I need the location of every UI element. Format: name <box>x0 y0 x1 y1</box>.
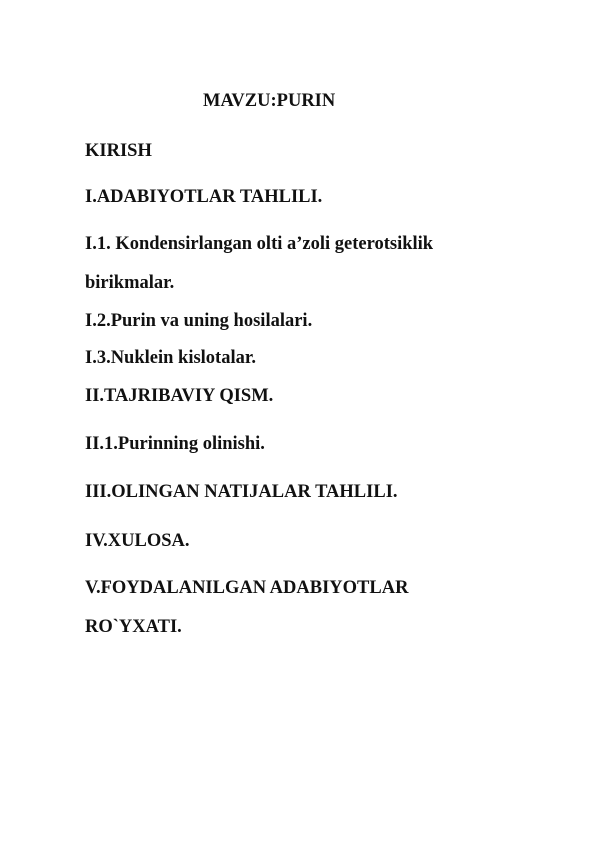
toc-item-purin-olinishi: II.1.Purinning olinishi. <box>85 434 265 454</box>
toc-item-purin-hosilalari: I.2.Purin va uning hosilalari. <box>85 311 313 331</box>
toc-item-kondensirlangan-line1: I.1. Kondensirlangan olti a’zoli geterotsiklik <box>85 234 434 254</box>
toc-item-adabiyotlar-tahlili: I.ADABIYOTLAR TAHLILI. <box>85 187 323 207</box>
toc-item-nuklein-kislotalar: I.3.Nuklein kislotalar. <box>85 348 256 368</box>
toc-item-adabiyotlar-line1: V.FOYDALANILGAN ADABIYOTLAR <box>85 578 409 598</box>
toc-item-tajribaviy-qism: II.TAJRIBAVIY QISM. <box>85 386 274 406</box>
toc-item-kirish: KIRISH <box>85 141 152 161</box>
toc-item-kondensirlangan-line2: birikmalar. <box>85 273 175 293</box>
toc-item-natijalar-tahlili: III.OLINGAN NATIJALAR TAHLILI. <box>85 482 398 502</box>
toc-item-xulosa: IV.XULOSA. <box>85 531 190 551</box>
toc-item-adabiyotlar-line2: RO`YXATI. <box>85 617 182 637</box>
document-title: MAVZU:PURIN <box>203 91 336 111</box>
